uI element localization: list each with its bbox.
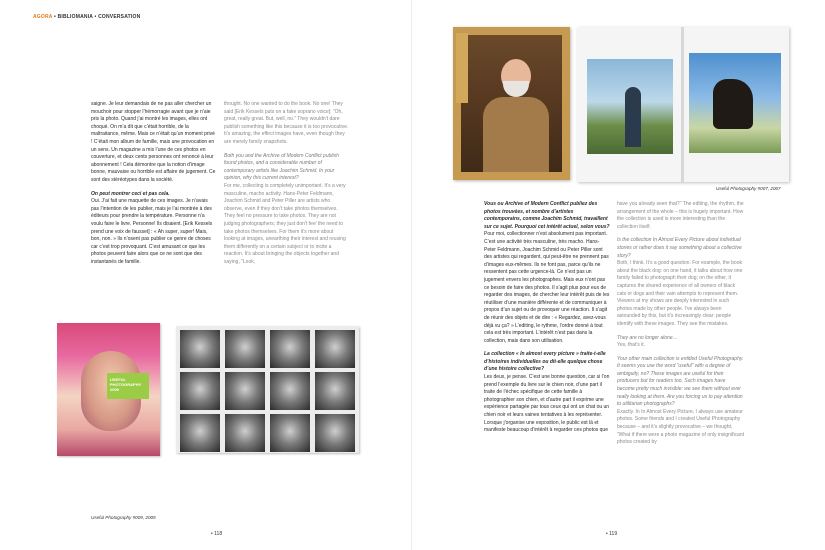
contact-sheet-photo [270, 414, 310, 452]
album-photo-man-trophy [587, 59, 673, 154]
left-page-number: • 118 [211, 531, 223, 537]
man-figure [625, 87, 641, 147]
right-column-english [617, 201, 744, 496]
portrait-jacket [483, 97, 549, 172]
contact-sheet-image [176, 326, 359, 453]
left-column-english [224, 101, 350, 301]
question: Your other main collection is entitled Useful Photography. It seems you use the word “useful” with a degree of ambiguity, no? These images are useful for their producers but for readers too. Such images have become pretty much invisible: we see them without ever really looking at them. Are you forcing us to pay attention to utilitarian photographs? [617, 355, 744, 408]
answer: Both, I think. It’s a good question. For example, the book about the black dog: on one hand, it talks about how one family failed to photograph their dog; on the other, it captures the shared experience of all owners of black cats or dogs and their vain attempts to represent them. Viewers at my shows are deeply interested in such photos made by other people. I’ve always been astounded by this, but it’s increasingly clear: people identify with these images. They see the mistakes. [617, 260, 743, 327]
header-section: AGORA [33, 14, 53, 20]
header-separator-1: • [52, 14, 58, 20]
paragraph: saigne. Je leur demandais de ne pas aller chercher un mouchoir pour stopper l’hémorragie avant que je n’aie pris la photo. Quand j’ai montré les images, elles ont choqué. On m’a dit que c’était horrible, de la maltraitance, même. Mais ce n’était qu’un moment privé ! C’était mon album de famille, mais une provocation en un sens. Un magazine a mis l’une de ces photos en couverture, et deux cents personnes ont renoncé à leur abonnement ! Cela démontre que la notion d’image bonne, mauvaise ou horrible est affaire de jugement. Ce sont des stéréotypes dans la société. [91, 101, 216, 183]
right-caption: Useful Photography #007, 2007 [716, 186, 781, 191]
question: Vous ou Archive of Modern Conflict publiez des photos trouvées, et nombre d’artistes contemporains, comme Joachim Schmid, travaillent sur ce sujet. Pourquoi cet intérêt actuel, selon vous? [484, 201, 610, 230]
header-topic: CONVERSATION [98, 14, 141, 20]
contact-sheet-photo [315, 414, 355, 452]
answer: Exactly. In In Almost Every Picture, I always use amateur photos. Some friends and I created Useful Photography because – and it’s slightly provocative – we thought, “What if there were a photo magazine of only insignificant photos created by [617, 408, 744, 446]
left-page [0, 0, 412, 550]
dog-figure [713, 79, 753, 129]
contact-sheet-photo [225, 330, 265, 368]
header-separator-2: • [92, 14, 99, 20]
album-photo-black-dog [689, 53, 781, 153]
cover-label-text: USEFUL PHOTOGRAPHY #009 [110, 377, 142, 392]
answer: Oui. J’ai fait une maquette de ces images. Je n’avais pas l’intention de les publier, mais je l’ai montrée à des éditeurs pour prendre la température. Personne n’a voulu faire le livre. Personne! Ils disaient. [Erik Kessels prend une voix de fausset] : « Ah super, super! Mais, bon, non. » Ils n’osent pas publier ce genre de choses car c’est trop provoquant. C’est amusant ce que les photos peuvent faire alors que ce ne sont que des instantanés de famille. [91, 198, 213, 265]
answer: Pour moi, collectionner n’est absolument pas important. C’est une activité très masculine, très macho. Hans-Peter Feldmann, Joachim Schmid ou Peter Piller sont des artistes qui regardent, qui peut-être ne prennent pas d’images eux-mêmes. Ils ne font pas, parce qu’ils ne ressentent pas cette urgence-là. Ce n’est pas un jugement envers les photographes. Mais eux n’ont pas ce besoin de faire des photos. Il s’agit plus pour eux de regarder des images, de chercher leur intérêt puis de les réutiliser d’une manière différente et de communiquer à propos d’un sujet ou de provoquer une réaction. Il s’agit de réunir des objets et de dire : « Regardez, avez-vous déjà vu ça? » L’editing, le rythme, l’ordre donné à tout cela est très important. L’intérêt n’est pas dans la collection, mais dans son utilisation. [484, 231, 610, 344]
question: Both you and the Archive of Modern Conflict publish found photos, and a considerable number of contemporary artists like Joachim Schmid. In your opinion, why this current interest? [224, 152, 339, 182]
header-subsection: BIBLIOMANIA [57, 14, 93, 20]
answer: For me, collecting is completely unimportant. It’s a very masculine, macho activity. Hans-Peter Feldmann, Joachim Schmid and Peter Piller are artists who observe, even if they don’t take photos themselves. They feel no pressure to take photos. They are not judging photographers; they just don’t fee’ the need to take photos themselves. For them it’s more about looking at images, unearthing their interest and reusing them differently on a certain subject or to incite a reaction. It’s about bringing the objects together and saying, “Look, [224, 182, 346, 265]
left-column-french [91, 101, 216, 301]
man-portrait-cover-image [453, 27, 570, 180]
contact-sheet-photo [180, 414, 220, 452]
contact-sheet-photo [225, 372, 265, 410]
contact-sheet-photo [180, 372, 220, 410]
contact-sheet-photo [225, 414, 265, 452]
running-header [33, 14, 140, 20]
open-album-image [577, 27, 789, 182]
contact-sheet-photo [180, 330, 220, 368]
question: Is the collection In Almost Every Picture about individual stories or rather does it say something about a collective story? [617, 237, 742, 259]
paragraph: have you already seen that?” The editing, the rhythm, the arrangement of the whole – this is hugely important. How the collection is used is more interesting than the collection itself. [617, 201, 744, 230]
portrait-photo [461, 35, 562, 172]
contact-sheet-photo [270, 330, 310, 368]
useful-photography-009-cover-image [57, 323, 160, 456]
question: They are no longer alone… [617, 334, 678, 341]
album-spine [681, 27, 684, 182]
contact-sheet-photo [315, 330, 355, 368]
portrait-beard [503, 81, 529, 97]
right-page-number: • 119 [606, 531, 618, 537]
left-caption: Useful Photography #009, 2009 [91, 515, 156, 520]
answer: Les deux, je pense. C’est une bonne question, car si l’on prend l’exemple du livre sur le chien noir, d’une part il traite de l’échec spécifique de cette famille à photographier son chien, et d’autre part il exprime une expérience partagée par tous ceux qui ont un chat ou un chien noir et leurs vaines tentatives à les représenter. Lorsque j’organise une exposition, le public est là et manifeste beaucoup d’intérêt à regarder ces photos que [484, 374, 610, 434]
portrait-spine-label [456, 33, 468, 103]
contact-sheet-photo [315, 372, 355, 410]
contact-sheet-photo [270, 372, 310, 410]
paragraph: thought. No one wanted to do the book. No one! They said [Erik Kessels puts on a fake soprano voice]: “Oh, great, really great. But, well, no.” They wouldn’t dare publish something like this because it is too provocative. It’s amazing, the effect images have, even though they are merely family snapshots. [224, 101, 349, 145]
right-column-french [484, 201, 611, 496]
question: La collection « In almost every picture » traite-t-elle d’histoires individuelles ou dit-elle quelque chose d’une histoire collective? [484, 351, 606, 373]
answer: Yes, that’s it. [617, 342, 646, 349]
question: On peut montrer ceci et pas cela. [91, 190, 170, 197]
